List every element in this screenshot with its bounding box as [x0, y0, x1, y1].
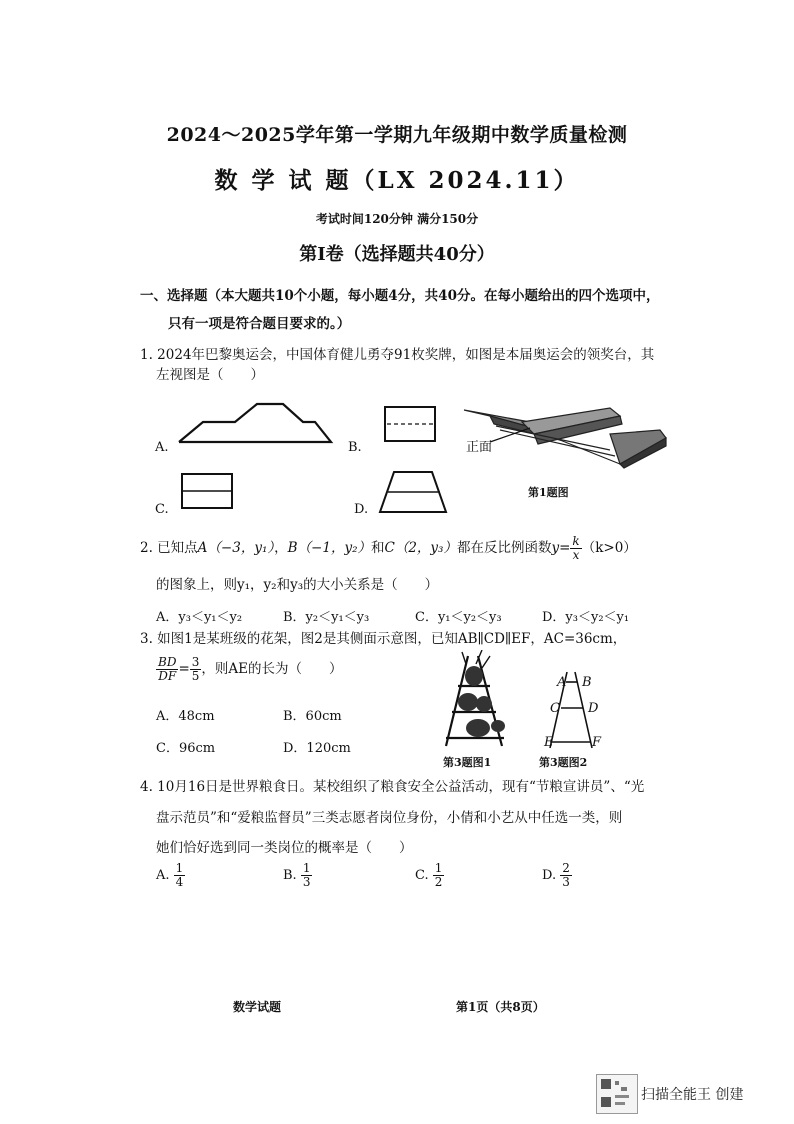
q4-option-b-label: B.	[283, 868, 297, 884]
q4-option-c-label: C.	[415, 868, 429, 884]
q4-line3: 她们恰好选到同一类岗位的概率是（ ）	[156, 840, 413, 856]
q3-frac-numerator: BD	[158, 655, 177, 669]
q2-option-d: D．y₃＜y₂＜y₁	[542, 610, 630, 625]
scanner-watermark-text: 扫描全能王 创建	[641, 1087, 744, 1103]
q2-func-denominator: x	[572, 548, 580, 563]
q1-option-a-figure	[175, 400, 335, 448]
q4-line1: 4. 10月16日是世界粮食日。某校组织了粮食安全公益活动，现有“节粮宣讲员”、“光	[140, 779, 645, 795]
q1-front-label: 正面	[466, 440, 493, 455]
q4-option-c-num: 1	[434, 861, 443, 875]
q3-figure2-caption: 第3题图2	[539, 756, 588, 769]
q2-option-c: C．y₁＜y₂＜y₃	[415, 610, 502, 625]
q2-option-a: A．y₃＜y₁＜y₂	[156, 610, 243, 625]
q3-label-e: E	[544, 735, 554, 750]
q3-label-a: A	[557, 675, 567, 690]
subject-title: 数 学 试 题（LX 2024.11）	[214, 167, 580, 194]
q2-option-b: B．y₂＜y₁＜y₃	[283, 610, 370, 625]
q2-point-a: A（−3，y₁）	[197, 540, 275, 557]
q3-option-c: C．96cm	[156, 741, 216, 756]
q4-option-b-num: 1	[302, 861, 311, 875]
q1-option-d-figure	[378, 470, 450, 514]
q4-option-d-fraction	[560, 862, 572, 889]
q4-option-a	[156, 862, 185, 889]
q3-label-d: D	[588, 701, 599, 716]
volume-title: 第Ⅰ卷（选择题共40分）	[299, 244, 495, 265]
q2-condition: （k>0）	[581, 540, 637, 557]
q4-option-d	[542, 862, 572, 889]
q4-option-c-den: 2	[434, 875, 443, 890]
footer-page-number: 第1页（共8页）	[456, 1000, 545, 1014]
q3-figure1-caption: 第3题图1	[443, 756, 492, 769]
q2-point-c: C（2，y₃）	[384, 540, 457, 557]
q4-option-a-num: 1	[175, 861, 184, 875]
q4-option-b-fraction	[301, 862, 313, 889]
q3-label-f: F	[592, 735, 602, 750]
q3-val-denominator: 5	[191, 669, 200, 684]
q3-value-fraction	[190, 656, 202, 683]
section-heading-line2: 只有一项是符合题目要求的。）	[168, 316, 351, 332]
scanner-qr-icon	[596, 1074, 638, 1114]
q4-option-b-den: 3	[302, 875, 311, 890]
q3-figure1-flower-stand	[438, 650, 520, 750]
q3-line2	[156, 656, 343, 683]
q2-prefix: 2. 已知点	[140, 540, 198, 557]
exam-info: 考试时间120分钟 满分150分	[315, 212, 479, 226]
q3-ratio-fraction	[156, 656, 178, 683]
q3-eq: =	[178, 661, 190, 678]
q3-option-b: B．60cm	[283, 709, 342, 724]
q4-option-a-den: 4	[175, 875, 184, 890]
q4-option-a-label: A.	[156, 868, 170, 884]
q4-option-d-den: 3	[562, 875, 570, 890]
q4-option-c	[415, 862, 444, 889]
q4-option-b	[283, 862, 312, 889]
q3-label-b: B	[582, 675, 592, 690]
footer-subject: 数学试题	[233, 1000, 282, 1014]
q1-line2: 左视图是（ ）	[156, 367, 264, 383]
q1-option-b-label: B.	[348, 440, 362, 455]
q2-line2: 的图象上，则y₁，y₂和y₃的大小关系是（ ）	[156, 577, 439, 593]
q4-line2: 盘示范员”和“爱粮监督员”三类志愿者岗位身份，小倩和小艺从中任选一类，则	[156, 810, 623, 826]
q4-option-d-num: 2	[562, 861, 570, 875]
q3-val-numerator: 3	[191, 655, 200, 669]
exam-title: 2024～2025学年第一学期九年级期中数学质量检测	[166, 124, 628, 146]
q2-mid: 都在反比例函数	[456, 540, 552, 557]
q2-func-y: y=	[551, 540, 571, 557]
q3-frac-denominator: DF	[158, 669, 177, 684]
q1-option-b-figure	[383, 405, 439, 445]
q2-function-fraction	[570, 535, 581, 562]
q1-option-d-label: D.	[354, 502, 369, 517]
q4-option-a-fraction	[174, 862, 186, 889]
q1-option-c-figure	[180, 472, 236, 512]
q2-line1: 2. 已知点A（−3，y₁），B（−1，y₂）和C（2，y₃）都在反比例函数y= $\frac{k}{x}$ （k>0）	[140, 534, 637, 563]
q3-option-d: D．120cm	[283, 741, 351, 756]
q2-and: 和	[371, 540, 385, 557]
q3-line2-suffix: ，则AE的长为（ ）	[201, 661, 343, 678]
q1-option-a-label: A.	[155, 440, 169, 455]
q3-line1: 3. 如图1是某班级的花架，图2是其侧面示意图，已知AB∥CD∥EF，AC=36cm，	[140, 631, 627, 647]
q3-option-a: A．48cm	[156, 709, 215, 724]
q4-option-d-label: D.	[542, 868, 557, 884]
q3-label-c: C	[550, 701, 560, 716]
q2-point-b: B（−1，y₂）	[287, 540, 371, 557]
q2-func-numerator: k	[572, 534, 580, 548]
q1-line1: 1. 2024年巴黎奥运会，中国体育健儿勇夺91枚奖牌，如图是本届奥运会的领奖台，其	[140, 347, 655, 363]
q1-option-c-label: C.	[155, 502, 169, 517]
q1-figure-caption: 第1题图	[528, 486, 569, 499]
section-heading-line1: 一、选择题（本大题共10个小题，每小题4分，共40分。在每小题给出的四个选项中，	[140, 288, 660, 304]
q4-option-c-fraction	[433, 862, 445, 889]
